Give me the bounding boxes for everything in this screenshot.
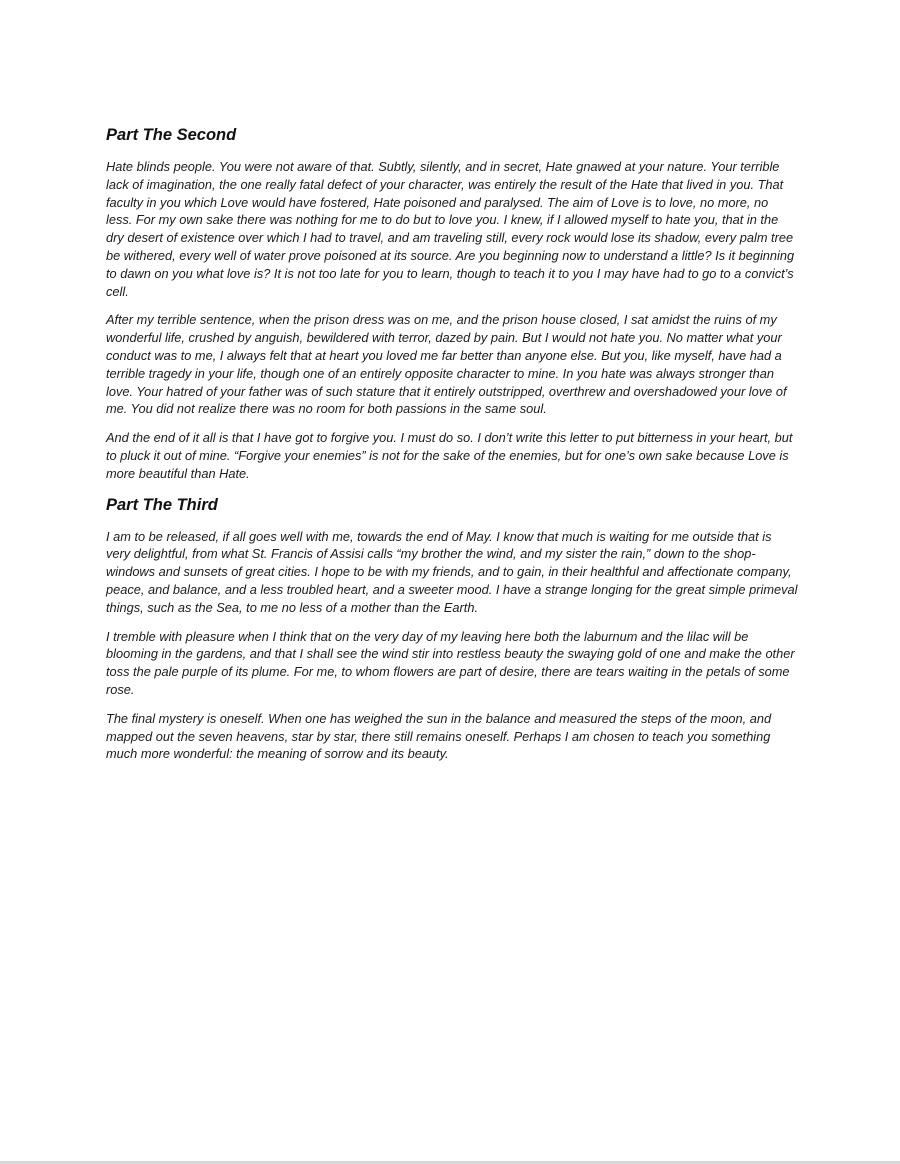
- paragraph: I tremble with pleasure when I think that on the very day of my leaving here both the laburnum and the lilac will be blooming in the gardens, and that I shall see the wind stir into restless beauty the swaying gold of one and make the other toss the pale purple of its plume. For me, to whom flowers are part of desire, there are tears waiting in the petals of some rose.: [106, 628, 795, 697]
- paragraph: The final mystery is oneself. When one has weighed the sun in the balance and measured the steps of the moon, and mapped out the seven heavens, star by star, there still remains oneself. Perhaps I am chosen to teach you something much more wonderful: the meaning of sorrow and its beauty.: [106, 710, 772, 762]
- section-heading: Part The Third: [106, 495, 218, 514]
- paragraph: I am to be released, if all goes well with me, towards the end of May. I know that much is waiting for me outside that is very delightful, from what St. Francis of Assisi calls “my brother the wind, and my sister the rain,” down to the shop-windows and sunsets of great cities. I hope to be with my friends, and to gain, in their healthful and affectionate company, peace, and balance, and a less troubled heart, and a sweeter mood. I have a strange longing for the great simple primeval things, such as the Sea, to me no less of a mother than the Earth.: [106, 528, 798, 615]
- section-part-second: [106, 124, 798, 483]
- paragraph: After my terrible sentence, when the prison dress was on me, and the prison house closed, I sat amidst the ruins of my wonderful life, crushed by anguish, bewildered with terror, dazed by pain. But I would not hate you. No matter what your conduct was to me, I always felt that at heart you loved me far better than anyone else. But you, like myself, have had a terrible tragedy in your life, though one of an entirely opposite character to mine. In you hate was always stronger than love. Your hatred of your father was of such stature that it entirely outstripped, overthrew and overshadowed your love of me. You did not realize there was no room for both passions in the same soul.: [106, 312, 787, 417]
- paragraph: Hate blinds people. You were not aware of that. Subtly, silently, and in secret, Hate gnawed at your nature. Your terrible lack of imagination, the one really fatal defect of your character, was entirely the result of the Hate that lived in you. That faculty in you which Love would have fostered, Hate poisoned and paralysed. The aim of Love is to love, no more, no less. For my own sake there was nothing for me to do but to love you. I knew, if I allowed myself to hate you, that in the dry desert of existence over which I had to travel, and am traveling still, every rock would lose its shadow, every palm tree be withered, every well of water prove poisoned at its source. Are you beginning now to understand a little? Is it beginning to dawn on you what love is? It is not too late for you to learn, though to teach it to you I may have had to go to a convict’s cell.: [106, 159, 795, 299]
- section-part-third: [106, 494, 798, 764]
- section-heading: Part The Second: [106, 126, 237, 144]
- paragraph: And the end of it all is that I have got to forgive you. I must do so. I don’t write this letter to put bitterness in your heart, but to pluck it out of mine. “Forgive your enemies” is not for the sake of the enemies, but for one’s own sake because Love is more beautiful than Hate.: [106, 430, 793, 481]
- document-body: [106, 124, 798, 774]
